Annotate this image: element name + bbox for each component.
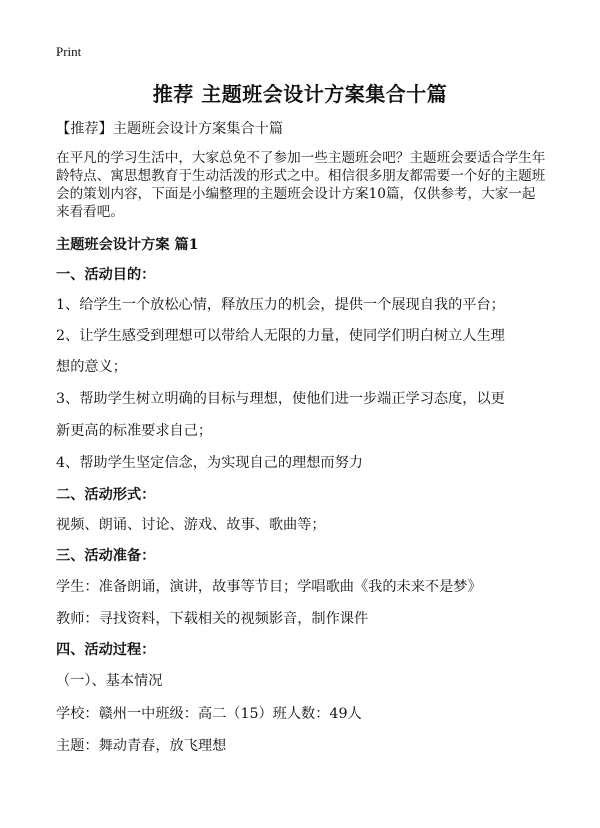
- basic-info-heading: （一）、基本情况: [56, 673, 163, 689]
- goal-item-2-line2: 想的意义；: [56, 359, 127, 375]
- heading-activity-prep: 三、活动准备：: [56, 548, 156, 564]
- heading-activity-process: 四、活动过程：: [56, 642, 156, 658]
- goal-item-3-line2: 新更高的标准要求自己；: [56, 423, 213, 439]
- section-title: 主题班会设计方案 篇1: [56, 237, 199, 253]
- activity-forms: 视频、朗诵、讨论、游戏、故事、歌曲等；: [56, 517, 326, 533]
- intro-paragraph: 在平凡的学习生活中，大家总免不了参加一些主题班会吧？主题班会要适合学生年龄特点、寓思想教育于生动活泼的形式之中。相信很多朋友都需要一个好的主题班会的策划内容，下面是小编整理的主题班会设计方案10篇，仅供参考，大家一起来看看吧。: [56, 150, 546, 220]
- theme-info: 主题：舞动青春，放飞理想: [56, 738, 227, 754]
- print-label: Print: [56, 44, 82, 59]
- goal-item-3-line1: 3、帮助学生树立明确的目标与理想，使他们进一步端正学习态度，以更: [56, 391, 505, 407]
- heading-activity-goals: 一、活动目的：: [56, 267, 156, 283]
- school-info: 学校：赣州一中班级：高二（15）班人数：49人: [56, 706, 362, 722]
- prep-students: 学生：准备朗诵，演讲，故事等节目；学唱歌曲《我的未来不是梦》: [56, 579, 482, 595]
- goal-item-2-line1: 2、让学生感受到理想可以带给人无限的力量，使同学们明白树立人生理: [56, 328, 505, 344]
- document-subtitle: 【推荐】主题班会设计方案集合十篇: [56, 121, 284, 137]
- goal-item-4: 4、帮助学生坚定信念，为实现自己的理想而努力: [56, 455, 363, 471]
- goal-item-1: 1、给学生一个放松心情，释放压力的机会，提供一个展现自我的平台；: [56, 297, 505, 313]
- document-title: 推荐 主题班会设计方案集合十篇: [152, 82, 448, 106]
- prep-teacher: 教师：寻找资料，下载相关的视频影音，制作课件: [56, 611, 369, 627]
- heading-activity-forms: 二、活动形式：: [56, 487, 156, 503]
